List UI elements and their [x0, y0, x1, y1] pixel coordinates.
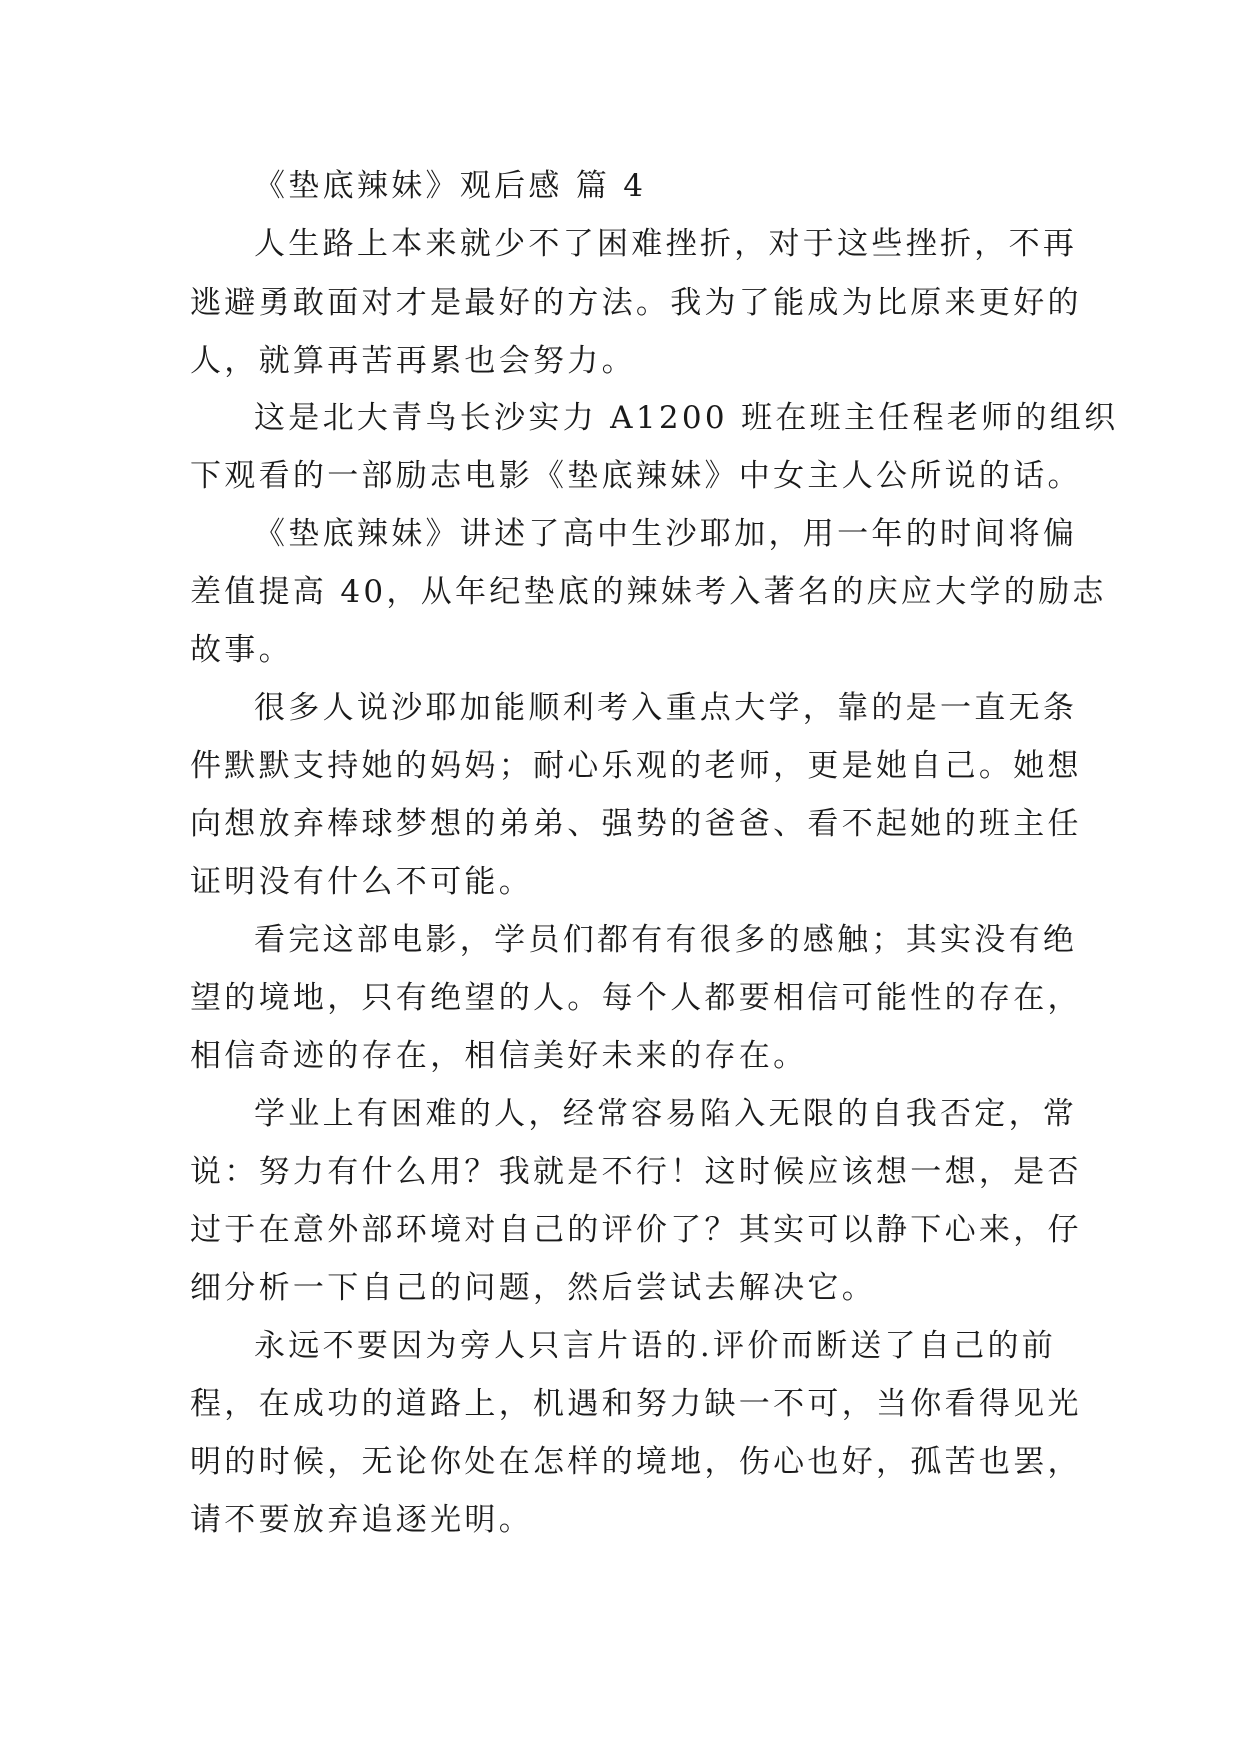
- text-line: 程，在成功的道路上，机遇和努力缺一不可，当你看得见光: [190, 1386, 1082, 1422]
- text-line: 学业上有困难的人，经常容易陷入无限的自我否定，常: [254, 1096, 1078, 1132]
- text-line: 《垫底辣妹》讲述了高中生沙耶加，用一年的时间将偏: [254, 516, 1078, 552]
- text-line: 细分析一下自己的问题，然后尝试去解决它。: [190, 1270, 876, 1306]
- text-line: 件默默支持她的妈妈；耐心乐观的老师，更是她自己。她想: [190, 748, 1082, 784]
- text-line: 故事。: [190, 632, 293, 668]
- text-line: 说：努力有什么用？我就是不行！这时候应该想一想，是否: [190, 1154, 1082, 1190]
- text-line: 明的时候，无论你处在怎样的境地，伤心也好，孤苦也罢，: [190, 1444, 1082, 1480]
- text-line: 望的境地，只有绝望的人。每个人都要相信可能性的存在，: [190, 980, 1082, 1016]
- text-line: 证明没有什么不可能。: [190, 864, 533, 900]
- text-line: 向想放弃棒球梦想的弟弟、强势的爸爸、看不起她的班主任: [190, 806, 1082, 842]
- text-line: 请不要放弃追逐光明。: [190, 1502, 533, 1538]
- text-line: 差值提高 40，从年纪垫底的辣妹考入著名的庆应大学的励志: [190, 574, 1107, 610]
- text-line: 人生路上本来就少不了困难挫折，对于这些挫折，不再: [254, 226, 1078, 262]
- text-line: 逃避勇敢面对才是最好的方法。我为了能成为比原来更好的: [190, 285, 1082, 321]
- text-line: 永远不要因为旁人只言片语的.评价而断送了自己的前: [254, 1328, 1057, 1364]
- text-line: 相信奇迹的存在，相信美好未来的存在。: [190, 1038, 808, 1074]
- text-line: 看完这部电影，学员们都有有很多的感触；其实没有绝: [254, 922, 1078, 958]
- text-line: 过于在意外部环境对自己的评价了？其实可以静下心来，仔: [190, 1212, 1082, 1248]
- document-title: 《垫底辣妹》观后感 篇 4: [254, 168, 647, 204]
- text-line: 人，就算再苦再累也会努力。: [190, 343, 636, 379]
- text-line: 下观看的一部励志电影《垫底辣妹》中女主人公所说的话。: [190, 458, 1082, 494]
- text-line: 这是北大青鸟长沙实力 A1200 班在班主任程老师的组织: [254, 400, 1119, 436]
- text-line: 很多人说沙耶加能顺利考入重点大学，靠的是一直无条: [254, 690, 1078, 726]
